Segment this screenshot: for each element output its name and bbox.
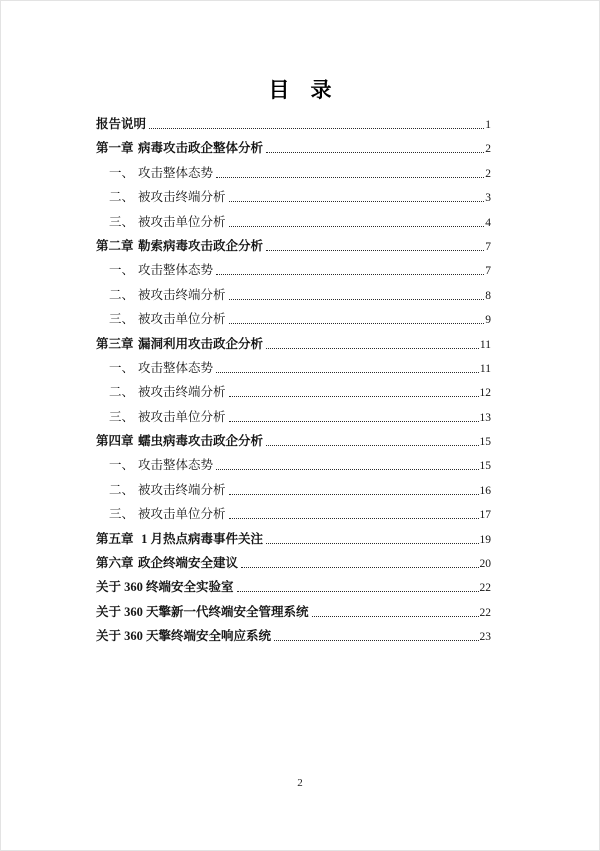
dot-leader-icon [312,616,479,617]
toc-entry-page-number: 7 [485,240,491,253]
dot-leader-icon [266,348,479,349]
toc-entry-title: 被攻击单位分析 [138,409,226,424]
toc-entry[interactable] [96,484,491,498]
toc-entry[interactable] [96,191,491,205]
toc-entry-label: 一、 [109,458,135,473]
toc-entry-page-number: 11 [479,338,491,351]
dot-leader-icon [229,518,479,519]
toc-entry-title: 攻击整体态势 [138,458,214,473]
toc-entry[interactable] [96,142,491,156]
page-title: 目 录 [268,78,332,102]
toc-entry-page-number: 12 [479,387,491,400]
toc-entry-page-number: 15 [479,436,491,449]
toc-entry-page-number: 1 [485,119,491,131]
dot-leader-icon [274,640,478,641]
dot-leader-icon [229,323,485,324]
toc-entry-label: 第一章 [96,141,134,156]
toc-entry-page-number: 2 [485,143,491,156]
dot-leader-icon [216,274,484,275]
dot-leader-icon [237,591,479,592]
dot-leader-icon [149,128,484,129]
toc-entry-label: 二、 [109,287,135,302]
toc-entry-title: 报告说明 [96,117,147,131]
toc-entry-title: 攻击整体态势 [138,263,214,278]
toc-entry[interactable] [96,508,491,522]
toc-entry[interactable] [96,581,491,595]
toc-entry[interactable] [96,313,491,327]
toc-entry-label: 三、 [109,409,135,424]
dot-leader-icon [229,421,479,422]
toc-entry-label: 第三章 [96,336,134,351]
toc-entry-page-number: 2 [485,167,491,180]
dot-leader-icon [229,494,479,495]
toc-entry-title: 被攻击单位分析 [138,312,226,327]
toc-entry-page-number: 15 [479,460,491,473]
toc-entry[interactable] [96,167,491,181]
toc-entry-label: 二、 [109,482,135,497]
toc-entry[interactable] [96,386,491,400]
dot-leader-icon [229,201,485,202]
toc-entry-title: 被攻击终端分析 [138,190,226,205]
toc-entry[interactable] [96,630,491,644]
toc-entry-page-number: 4 [485,216,491,229]
dot-leader-icon [266,445,478,446]
dot-leader-icon [229,226,485,227]
toc-entry[interactable] [96,338,491,352]
toc-entry-title: 关于 360 终端安全实验室 [96,580,234,595]
toc-entry-title: 勒索病毒攻击政企分析 [138,238,264,253]
toc-entry-title: 病毒攻击政企整体分析 [138,141,264,156]
toc-entry-page-number: 22 [479,606,491,619]
toc-entry[interactable] [96,240,491,254]
toc-entry-page-number: 11 [479,362,491,375]
toc-entry[interactable] [96,459,491,473]
toc-entry-label: 第六章 [96,556,134,571]
toc-entry-page-number: 3 [485,192,491,205]
toc-entry[interactable] [96,118,491,132]
toc-entry-title: 攻击整体态势 [138,360,214,375]
toc-entry-page-number: 7 [485,265,491,278]
toc-entry-label: 二、 [109,190,135,205]
toc-entry-label: 三、 [109,312,135,327]
footer-page-number: 2 [297,777,303,789]
toc-entry-label: 第四章 [96,434,134,449]
toc-entry-title: 被攻击终端分析 [138,385,226,400]
toc-entry-label: 三、 [109,214,135,229]
dot-leader-icon [216,469,478,470]
toc-entry-label: 三、 [109,507,135,522]
toc-entry-title: 被攻击终端分析 [138,482,226,497]
toc-entry-label: 第二章 [96,238,134,253]
toc-entry-label: 一、 [109,263,135,278]
dot-leader-icon [229,299,485,300]
toc-entry-label: 第五章 [96,531,134,546]
toc-entry-label: 一、 [109,360,135,375]
toc-entry-page-number: 13 [479,411,491,424]
toc-entry-page-number: 23 [479,631,491,644]
toc-entry[interactable] [96,216,491,230]
dot-leader-icon [229,396,479,397]
toc-entry-page-number: 8 [485,289,491,302]
toc-entry-title: 漏洞利用攻击政企分析 [138,336,264,351]
dot-leader-icon [266,152,484,153]
toc-entry-page-number: 22 [479,582,491,595]
toc-entry[interactable] [96,362,491,376]
dot-leader-icon [216,372,479,373]
dot-leader-icon [241,567,478,568]
toc-entry[interactable] [96,411,491,425]
table-of-contents [96,118,491,655]
toc-entry[interactable] [96,606,491,620]
dot-leader-icon [266,543,478,544]
dot-leader-icon [216,177,484,178]
toc-entry-title: 被攻击终端分析 [138,287,226,302]
toc-entry-title: 政企终端安全建议 [138,556,239,571]
toc-entry-title: 攻击整体态势 [138,165,214,180]
toc-entry-title: 关于 360 天擎新一代终端安全管理系统 [96,604,309,619]
toc-entry-title: 关于 360 天擎终端安全响应系统 [96,629,272,644]
toc-entry-page-number: 17 [479,509,491,522]
toc-entry-label: 一、 [109,165,135,180]
toc-entry-title: 被攻击单位分析 [138,214,226,229]
toc-entry-title: 被攻击单位分析 [138,507,226,522]
toc-entry-page-number: 19 [479,533,491,546]
toc-entry[interactable] [96,533,491,547]
toc-entry-label: 二、 [109,385,135,400]
toc-entry[interactable] [96,557,491,571]
toc-entry[interactable] [96,264,491,278]
toc-entry-page-number: 20 [479,558,491,571]
toc-entry[interactable] [96,435,491,449]
toc-entry-page-number: 9 [485,314,491,327]
toc-entry[interactable] [96,289,491,303]
toc-entry-page-number: 16 [479,484,491,497]
toc-entry-title: 1 月热点病毒事件关注 [138,531,264,546]
dot-leader-icon [266,250,484,251]
toc-entry-title: 蠕虫病毒攻击政企分析 [138,434,264,449]
